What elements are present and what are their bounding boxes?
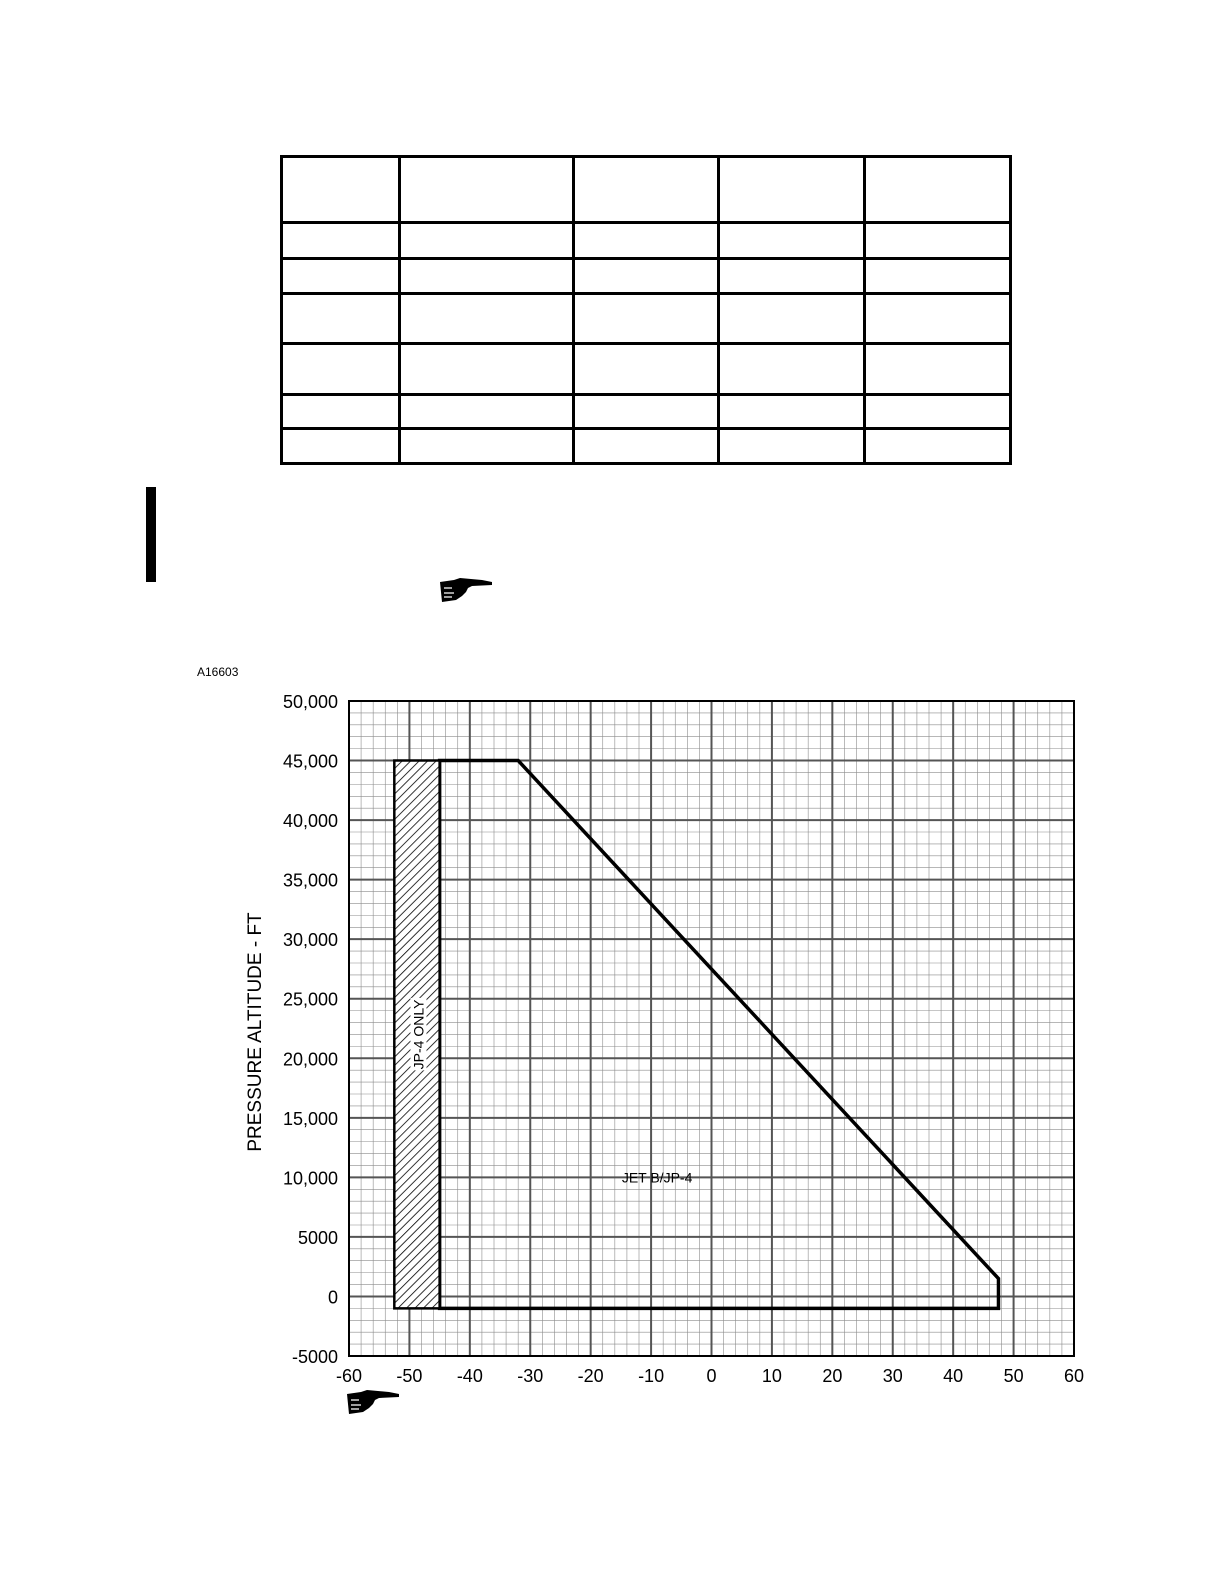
x-tick-label: -60 — [335, 1366, 363, 1386]
figure-id: A16603 — [197, 665, 239, 679]
y-tick-label: 5000 — [297, 1227, 338, 1248]
y-tick-label: 45,000 — [282, 751, 338, 772]
y-tick-label: 0 — [327, 1287, 338, 1308]
y-tick-label: -5000 — [291, 1347, 338, 1367]
y-tick-label: 25,000 — [282, 989, 338, 1010]
y-tick-label: 50,000 — [282, 692, 338, 712]
y-tick-label: 35,000 — [282, 870, 338, 891]
x-tick-label: 60 — [1063, 1366, 1085, 1386]
y-tick-label: 15,000 — [282, 1108, 338, 1129]
y-tick-label: 20,000 — [282, 1049, 338, 1070]
annotation-jp4-only: JP-4 ONLY — [410, 999, 427, 1070]
annotation-jet-b: JET B/JP-4 — [621, 1169, 693, 1186]
y-axis-label: PRESSURE ALTITUDE - FT — [245, 912, 266, 1152]
y-tick-label: 40,000 — [282, 811, 338, 832]
x-tick-label: -40 — [456, 1366, 483, 1386]
y-tick-labels — [283, 692, 338, 1367]
y-tick-label: 10,000 — [282, 1168, 338, 1189]
x-tick-label: -20 — [577, 1366, 604, 1386]
x-tick-label: -30 — [517, 1366, 544, 1386]
x-tick-label: 30 — [882, 1366, 903, 1386]
x-tick-label: 50 — [1003, 1366, 1024, 1386]
x-tick-label: 20 — [822, 1366, 843, 1386]
x-tick-label: 40 — [943, 1366, 964, 1386]
x-tick-label: 0 — [706, 1366, 717, 1386]
x-tick-labels — [336, 1366, 1084, 1386]
y-tick-label: 30,000 — [282, 930, 338, 951]
x-tick-label: -10 — [638, 1366, 665, 1386]
x-tick-label: 10 — [761, 1366, 782, 1386]
x-tick-label: -50 — [396, 1366, 423, 1386]
